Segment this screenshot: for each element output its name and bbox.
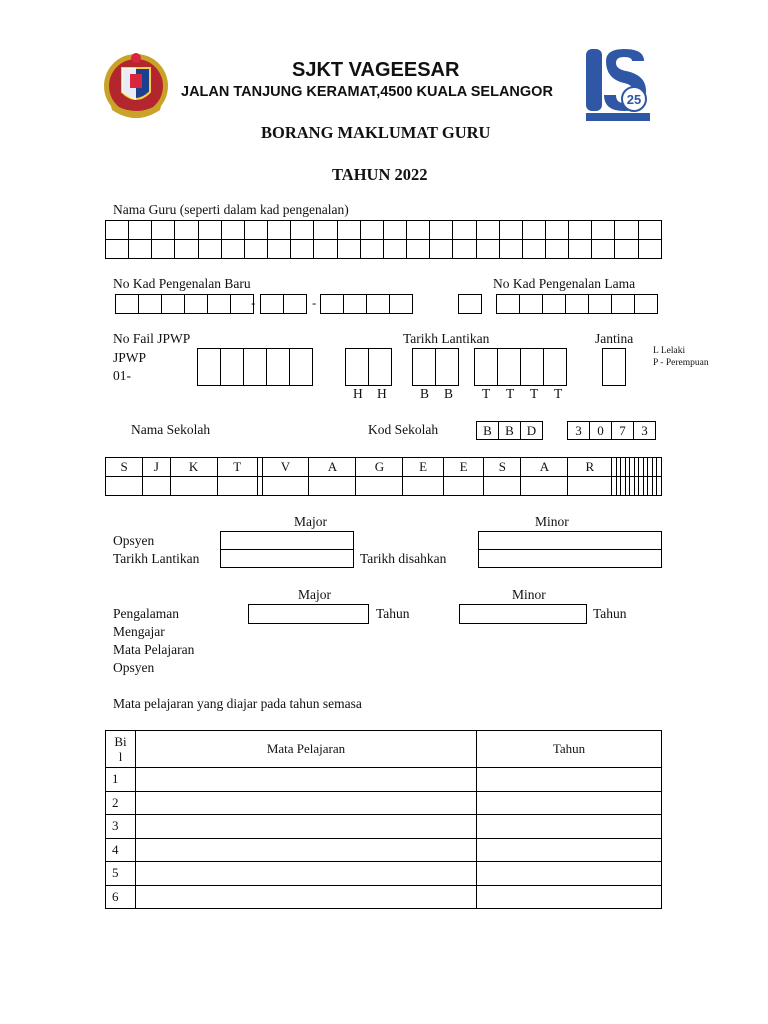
nama-guru-cell[interactable] <box>175 221 198 240</box>
nama-sekolah-cell: K <box>170 458 217 477</box>
mata-pelajaran-cell[interactable] <box>136 862 477 886</box>
ic-baru-label: No Kad Pengenalan Baru <box>113 276 251 291</box>
nama-guru-cell[interactable] <box>198 240 221 259</box>
entry-cell[interactable] <box>220 348 244 386</box>
pengalaman-major-heading: Major <box>298 587 331 602</box>
nama-guru-cell[interactable] <box>129 240 152 259</box>
entry-cell[interactable] <box>161 294 185 314</box>
nama-guru-label: Nama Guru (seperti dalam kad pengenalan) <box>113 202 349 217</box>
nama-guru-cell[interactable] <box>106 221 129 240</box>
kod-sekolah-cell: 0 <box>589 421 612 440</box>
no-fail-label: No Fail JPWP <box>113 331 191 346</box>
pengalaman-minor-tahun: Tahun <box>593 606 627 621</box>
ic-baru-part1[interactable] <box>115 294 254 314</box>
nama-guru-cell[interactable] <box>407 221 430 240</box>
ic-dash-1: - <box>251 295 256 310</box>
table-row <box>106 838 662 862</box>
nama-sekolah-cell: A <box>309 458 356 477</box>
nama-guru-cell[interactable] <box>453 221 476 240</box>
nama-guru-cell[interactable] <box>569 240 592 259</box>
nama-guru-cell[interactable] <box>152 221 175 240</box>
nama-guru-cell[interactable] <box>476 221 499 240</box>
nama-guru-cell[interactable] <box>360 240 383 259</box>
entry-cell[interactable] <box>634 294 658 314</box>
school-crest-logo <box>102 50 170 126</box>
nama-sekolah-cell: T <box>217 458 257 477</box>
ic-baru-part3[interactable] <box>320 294 413 314</box>
entry-cell[interactable] <box>519 294 543 314</box>
entry-cell[interactable] <box>520 348 544 386</box>
kod-sekolah-cell: B <box>476 421 499 440</box>
nama-sekolah-cell[interactable] <box>403 477 443 496</box>
row-number: 2 <box>106 791 136 815</box>
jpwp-label: JPWP <box>113 350 147 365</box>
nama-guru-cell[interactable] <box>430 240 453 259</box>
pengalaman-minor-heading: Minor <box>512 587 546 602</box>
tarikh-lantikan-label: Tarikh Lantikan <box>403 331 490 346</box>
entry-cell[interactable] <box>602 348 626 386</box>
nama-sekolah-cell: R <box>568 458 612 477</box>
tahun-cell[interactable] <box>477 885 662 909</box>
entry-cell[interactable] <box>611 294 635 314</box>
entry-cell[interactable] <box>588 294 612 314</box>
table-row <box>106 791 662 815</box>
mata-pelajaran-cell[interactable] <box>136 791 477 815</box>
pengalaman-major-input[interactable] <box>248 604 369 624</box>
nama-guru-grid[interactable] <box>105 220 662 259</box>
nama-guru-cell[interactable] <box>522 221 545 240</box>
nama-sekolah-cell[interactable] <box>170 477 217 496</box>
jantina-perempuan-hint: P - Perempuan <box>653 358 709 368</box>
nama-guru-cell[interactable] <box>615 240 638 259</box>
nama-guru-cell[interactable] <box>569 221 592 240</box>
entry-cell[interactable] <box>345 348 369 386</box>
tarikh-lantikan-input[interactable] <box>220 549 354 568</box>
entry-cell[interactable] <box>474 348 498 386</box>
opsyen-minor-heading: Minor <box>535 514 569 529</box>
nama-guru-cell[interactable] <box>592 240 615 259</box>
nama-sekolah-cell: G <box>356 458 403 477</box>
nama-sekolah-cell[interactable] <box>309 477 356 496</box>
mata-pelajaran-cell[interactable] <box>136 838 477 862</box>
nama-sekolah-cell[interactable] <box>484 477 521 496</box>
entry-cell[interactable] <box>497 348 521 386</box>
nama-sekolah-cell[interactable] <box>143 477 170 496</box>
opsyen-major-heading: Major <box>294 514 327 529</box>
nama-guru-cell[interactable] <box>615 221 638 240</box>
nama-guru-cell[interactable] <box>129 221 152 240</box>
tarikh-disahkan-label: Tarikh disahkan <box>360 551 447 566</box>
bil-header: Bi l <box>106 731 136 768</box>
entry-cell[interactable] <box>343 294 367 314</box>
entry-cell[interactable] <box>260 294 284 314</box>
date-year-hint: T T T T <box>482 386 563 401</box>
entry-cell[interactable] <box>458 294 482 314</box>
date-day-hint: H H <box>353 386 387 401</box>
kod-sekolah-digits[interactable] <box>567 421 656 440</box>
tahun-header: Tahun <box>477 731 662 768</box>
nama-sekolah-cell: S <box>106 458 143 477</box>
table-row <box>106 815 662 839</box>
date-month-boxes[interactable] <box>412 348 459 386</box>
nama-guru-cell[interactable] <box>545 240 568 259</box>
nama-sekolah-cell: A <box>521 458 568 477</box>
nama-guru-cell[interactable] <box>499 221 522 240</box>
nama-guru-cell[interactable] <box>522 240 545 259</box>
nama-guru-cell[interactable] <box>638 240 661 259</box>
kod-sekolah-cell: 3 <box>567 421 590 440</box>
nama-guru-cell[interactable] <box>638 221 661 240</box>
subjects-table <box>105 730 662 909</box>
year-title: TAHUN 2022 <box>332 165 428 184</box>
nama-guru-cell[interactable] <box>291 221 314 240</box>
jantina-lelaki-hint: L Lelaki <box>653 346 686 356</box>
nama-guru-cell[interactable] <box>314 221 337 240</box>
subjects-caption: Mata pelajaran yang diajar pada tahun semasa <box>113 696 362 711</box>
nama-guru-cell[interactable] <box>453 240 476 259</box>
nama-guru-cell[interactable] <box>407 240 430 259</box>
entry-cell[interactable] <box>496 294 520 314</box>
kod-sekolah-cell: 7 <box>611 421 634 440</box>
nama-sekolah-cell: V <box>262 458 309 477</box>
kod-sekolah-cell: D <box>520 421 543 440</box>
ic-baru-part2[interactable] <box>260 294 307 314</box>
entry-cell[interactable] <box>184 294 208 314</box>
pengalaman-major-tahun: Tahun <box>376 606 410 621</box>
kod-sekolah-cell: B <box>498 421 521 440</box>
nama-guru-cell[interactable] <box>244 240 267 259</box>
nama-guru-cell[interactable] <box>499 240 522 259</box>
tarikh-disahkan-input[interactable] <box>478 549 662 568</box>
row-number: 3 <box>106 815 136 839</box>
entry-cell[interactable] <box>435 348 459 386</box>
pengalaman-label-4: Opsyen <box>113 660 155 675</box>
opsyen-label: Opsyen <box>113 533 155 548</box>
nama-guru-cell[interactable] <box>430 221 453 240</box>
opsyen-minor-input[interactable] <box>478 531 662 550</box>
anniversary-logo <box>584 47 652 123</box>
entry-cell[interactable] <box>115 294 139 314</box>
nama-sekolah-cell[interactable] <box>217 477 257 496</box>
nama-sekolah-cell[interactable] <box>262 477 309 496</box>
pengalaman-minor-input[interactable] <box>459 604 587 624</box>
tahun-cell[interactable] <box>477 791 662 815</box>
entry-cell[interactable] <box>389 294 413 314</box>
nama-guru-cell[interactable] <box>360 221 383 240</box>
nama-guru-cell[interactable] <box>337 240 360 259</box>
date-year-boxes[interactable] <box>474 348 567 386</box>
mata-pelajaran-cell[interactable] <box>136 885 477 909</box>
nama-sekolah-grid[interactable] <box>105 457 662 496</box>
form-title: BORANG MAKLUMAT GURU <box>261 123 491 142</box>
nama-guru-cell[interactable] <box>175 240 198 259</box>
table-row <box>106 885 662 909</box>
row-number: 1 <box>106 768 136 792</box>
nama-sekolah-cell: S <box>484 458 521 477</box>
nama-sekolah-label: Nama Sekolah <box>131 422 211 437</box>
entry-cell[interactable] <box>243 348 267 386</box>
ic-lama-prefix[interactable] <box>458 294 482 314</box>
nama-guru-cell[interactable] <box>383 221 406 240</box>
nama-guru-cell[interactable] <box>383 240 406 259</box>
jantina-label: Jantina <box>595 331 634 346</box>
nama-sekolah-cell: E <box>403 458 443 477</box>
jpwp-prefix: 01- <box>113 368 131 383</box>
table-row <box>106 862 662 886</box>
school-address: JALAN TANJUNG KERAMAT,4500 KUALA SELANGOR <box>181 84 553 100</box>
logo-anniversary-number: 25 <box>626 92 642 107</box>
tahun-cell[interactable] <box>477 768 662 792</box>
row-number: 5 <box>106 862 136 886</box>
entry-cell[interactable] <box>207 294 231 314</box>
nama-sekolah-cell[interactable] <box>443 477 483 496</box>
nama-sekolah-cell: E <box>443 458 483 477</box>
mata-pelajaran-header: Mata Pelajaran <box>136 731 477 768</box>
pengalaman-label-1: Pengalaman <box>113 606 179 621</box>
nama-guru-cell[interactable] <box>221 240 244 259</box>
nama-guru-cell[interactable] <box>244 221 267 240</box>
entry-cell[interactable] <box>565 294 589 314</box>
nama-guru-cell[interactable] <box>545 221 568 240</box>
nama-sekolah-cell[interactable] <box>521 477 568 496</box>
nama-guru-cell[interactable] <box>337 221 360 240</box>
jantina-box[interactable] <box>602 348 626 386</box>
opsyen-tarikh-lantikan-label: Tarikh Lantikan <box>113 551 200 566</box>
entry-cell[interactable] <box>197 348 221 386</box>
tahun-cell[interactable] <box>477 815 662 839</box>
nama-sekolah-cell[interactable] <box>568 477 612 496</box>
tahun-cell[interactable] <box>477 838 662 862</box>
nama-guru-cell[interactable] <box>476 240 499 259</box>
entry-cell[interactable] <box>412 348 436 386</box>
row-number: 4 <box>106 838 136 862</box>
nama-guru-cell[interactable] <box>268 240 291 259</box>
row-number: 6 <box>106 885 136 909</box>
nama-guru-cell[interactable] <box>268 221 291 240</box>
entry-cell[interactable] <box>366 294 390 314</box>
nama-guru-cell[interactable] <box>198 221 221 240</box>
nama-guru-cell[interactable] <box>221 221 244 240</box>
ic-dash-2: - <box>312 295 317 310</box>
kod-sekolah-cell: 3 <box>633 421 656 440</box>
table-row <box>106 768 662 792</box>
ic-lama-label: No Kad Pengenalan Lama <box>493 276 636 291</box>
nama-sekolah-cell[interactable] <box>356 477 403 496</box>
date-day-boxes[interactable] <box>345 348 392 386</box>
nama-sekolah-cell: J <box>143 458 170 477</box>
entry-cell[interactable] <box>289 348 313 386</box>
nama-guru-cell[interactable] <box>291 240 314 259</box>
nama-sekolah-cell <box>657 458 662 477</box>
nama-guru-cell[interactable] <box>152 240 175 259</box>
tahun-cell[interactable] <box>477 862 662 886</box>
kod-sekolah-label: Kod Sekolah <box>368 422 439 437</box>
entry-cell[interactable] <box>320 294 344 314</box>
mata-pelajaran-cell[interactable] <box>136 815 477 839</box>
nama-sekolah-cell[interactable] <box>657 477 662 496</box>
pengalaman-label-2: Mengajar <box>113 624 165 639</box>
kod-sekolah-letters[interactable] <box>476 421 543 440</box>
date-month-hint: B B <box>420 386 454 401</box>
entry-cell[interactable] <box>368 348 392 386</box>
entry-cell[interactable] <box>266 348 290 386</box>
mata-pelajaran-cell[interactable] <box>136 768 477 792</box>
entry-cell[interactable] <box>542 294 566 314</box>
entry-cell[interactable] <box>283 294 307 314</box>
nama-sekolah-cell[interactable] <box>106 477 143 496</box>
school-name: SJKT VAGEESAR <box>292 59 460 81</box>
nama-guru-cell[interactable] <box>106 240 129 259</box>
ic-lama-digits[interactable] <box>496 294 658 314</box>
entry-cell[interactable] <box>138 294 162 314</box>
no-fail-boxes[interactable] <box>197 348 313 386</box>
pengalaman-label-3: Mata Pelajaran <box>113 642 195 657</box>
opsyen-major-input[interactable] <box>220 531 354 550</box>
nama-guru-cell[interactable] <box>314 240 337 259</box>
entry-cell[interactable] <box>543 348 567 386</box>
nama-guru-cell[interactable] <box>592 221 615 240</box>
